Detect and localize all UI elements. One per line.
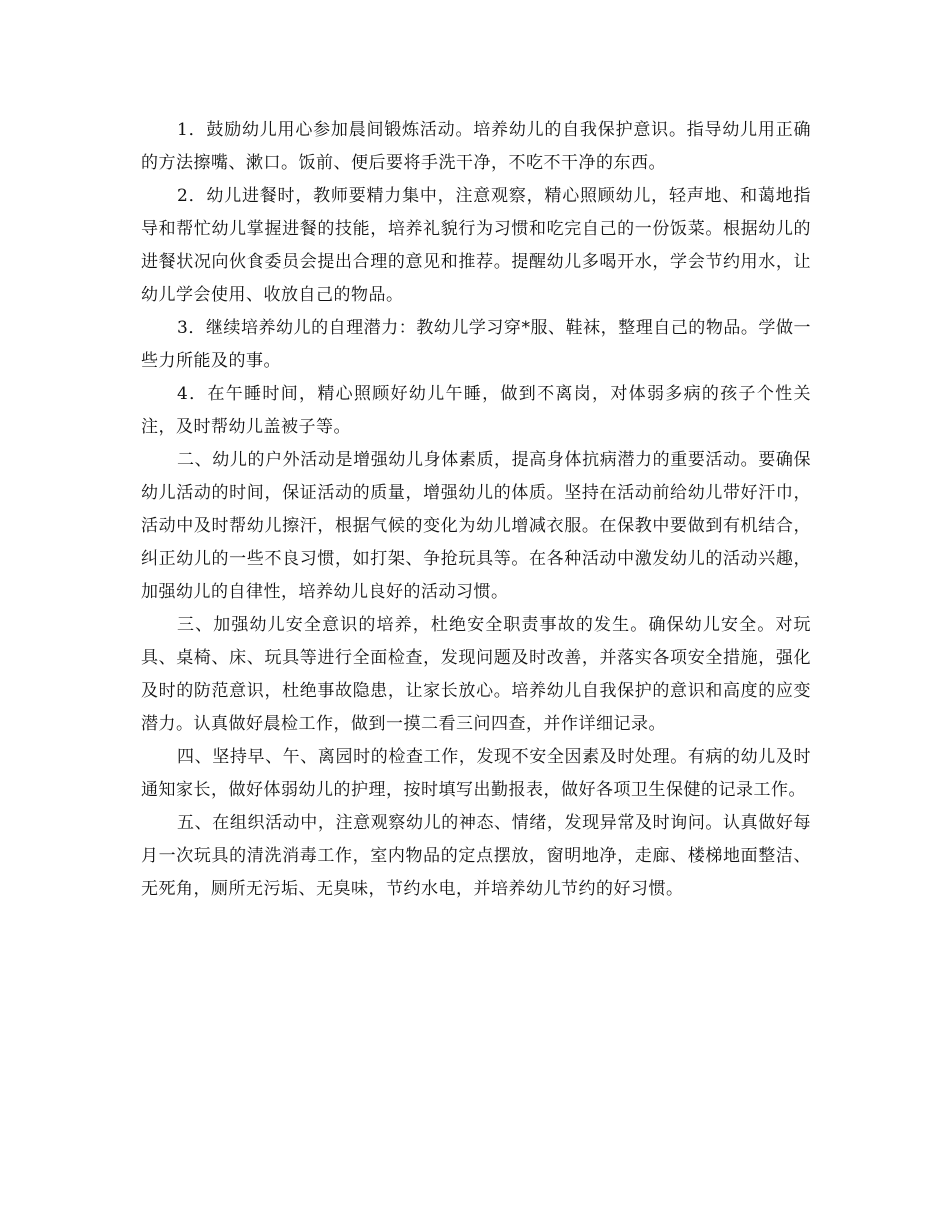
document-body xyxy=(141,114,811,906)
paragraph-2: 2．幼儿进餐时，教师要精力集中，注意观察，精心照顾幼儿，轻声地、和蔼地指导和帮忙幼儿掌握进餐的技能，培养礼貌行为习惯和吃完自己的一份饭菜。根据幼儿的进餐状况向伙食委员会提出合理的意见和推荐。提醒幼儿多喝开水，学会节约用水，让幼儿学会使用、收放自己的物品。 xyxy=(141,186,811,305)
paragraph-3: 3．继续培养幼儿的自理潜力：教幼儿学习穿*服、鞋袜，整理自己的物品。学做一些力所能及的事。 xyxy=(141,318,811,371)
paragraph-1: 1．鼓励幼儿用心参加晨间锻炼活动。培养幼儿的自我保护意识。指导幼儿用正确的方法擦嘴、漱口。饭前、便后要将手洗干净，不吃不干净的东西。 xyxy=(141,120,811,173)
paragraph-4: 4．在午睡时间，精心照顾好幼儿午睡，做到不离岗，对体弱多病的孩子个性关注，及时帮幼儿盖被子等。 xyxy=(141,384,811,437)
paragraph-7: 四、坚持早、午、离园时的检查工作，发现不安全因素及时处理。有病的幼儿及时通知家长，做好体弱幼儿的护理，按时填写出勤报表，做好各项卫生保健的记录工作。 xyxy=(141,747,811,800)
paragraph-5: 二、幼儿的户外活动是增强幼儿身体素质，提高身体抗病潜力的重要活动。要确保幼儿活动的时间，保证活动的质量，增强幼儿的体质。坚持在活动前给幼儿带好汗巾，活动中及时帮幼儿擦汗，根据气候的变化为幼儿增减衣服。在保教中要做到有机结合，纠正幼儿的一些不良习惯，如打架、争抢玩具等。在各种活动中激发幼儿的活动兴趣，加强幼儿的自律性，培养幼儿良好的活动习惯。 xyxy=(141,450,811,602)
paragraph-8: 五、在组织活动中，注意观察幼儿的神态、情绪，发现异常及时询问。认真做好每月一次玩具的清洗消毒工作，室内物品的定点摆放，窗明地净，走廊、楼梯地面整洁、无死角，厕所无污垢、无臭味，节约水电，并培养幼儿节约的好习惯。 xyxy=(141,813,811,899)
paragraph-6: 三、加强幼儿安全意识的培养，杜绝安全职责事故的发生。确保幼儿安全。对玩具、桌椅、床、玩具等进行全面检查，发现问题及时改善，并落实各项安全措施，强化及时的防范意识，杜绝事故隐患，让家长放心。培养幼儿自我保护的意识和高度的应变潜力。认真做好晨检工作，做到一摸二看三问四查，并作详细记录。 xyxy=(141,615,811,734)
